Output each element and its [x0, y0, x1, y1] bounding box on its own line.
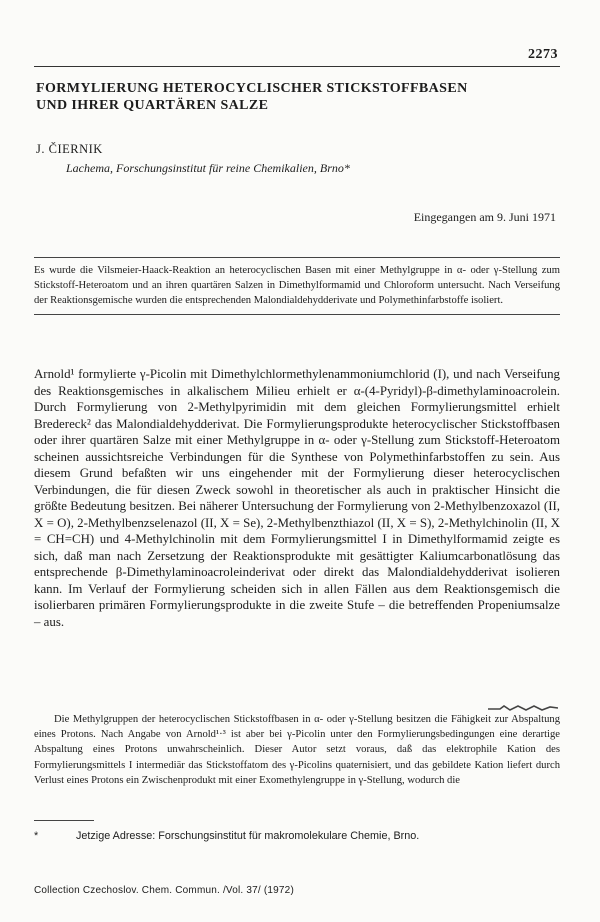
abstract-text: Es wurde die Vilsmeier-Haack-Reaktion an heterocyclischen Basen mit einer Methylgruppe in α- oder γ-Stellung zum Stickstoff-Heteroatom und an ihren quartären Salzen in Dimethylformamid und Chloroform untersucht. Nach Verseifung der Reaktionsgemische wurden die entsprechenden Malondialdehydderivate und Polymethinfarbstoffe isoliert. — [34, 265, 560, 306]
footnote-text: Jetzige Adresse: Forschungsinstitut für makromolekulare Chemie, Brno. — [76, 830, 420, 842]
article-title — [36, 80, 556, 114]
footnote-mark: * — [34, 830, 39, 842]
abstract-box — [34, 257, 560, 315]
page-number: 2273 — [528, 47, 558, 62]
main-text — [34, 366, 560, 630]
author-affiliation: Lachema, Forschungsinstitut für reine Chemikalien, Brno* — [66, 161, 350, 175]
journal-citation: Collection Czechoslov. Chem. Commun. /Vol. 37/ (1972) — [34, 885, 294, 896]
body-paragraph-2: Die Methylgruppen der heterocyclischen Stickstoffbasen in α- oder γ-Stellung besitzen die Fähigkeit zur Abspaltung eines Protons. Nach Angabe von Arnold¹·³ ist aber bei γ-Picolin unter den Formylierungsbedingungen eine derartige Abspaltung eines Protons unwahrscheinlich. Dieser Autor setzt voraus, daß das elektrophile Kation des Formylierungsmittels I intermediär das Stickstoffatom des γ-Picolins quaternisiert, und das gebildete Kation liefert durch Verlust eines Protons ein Zwischenprodukt mit einer Exomethylengruppe in γ-Stellung, wodurch die — [34, 714, 560, 786]
received-date: Eingegangen am 9. Juni 1971 — [413, 210, 556, 224]
title-line-2: UND IHRER QUARTÄREN SALZE — [36, 98, 269, 113]
printer-squiggle-mark — [488, 704, 558, 712]
footnote — [34, 830, 419, 842]
title-line-1: FORMYLIERUNG HETEROCYCLISCHER STICKSTOFFBASEN — [36, 81, 468, 96]
footnote-rule — [34, 820, 94, 821]
header-rule — [34, 66, 560, 67]
body-paragraph-1: Arnold¹ formylierte γ-Picolin mit Dimethylchlormethylenammoniumchlorid (I), und nach Verseifung des Reaktionsgemisches in alkalischem Milieu erhielt er α-(4-Pyridyl)-β-dimethylaminoacrolein. Durch Formylierung von 2-Methylpyrimidin mit dem gleichen Formylierungsmittel erhielt Bredereck² das Malondialdehydderivat. Die Formylierungsprodukte heterocyclischer Stickstoffbasen oder ihrer quartären Salze mit einer Methylgruppe in α- oder γ-Stellung zum Stickstoff-Heteroatom scheinen aussichtsreiche Verbindungen für die Synthese von Polymethinfarbstoffen zu sein. Aus diesem Grund befaßten wir uns eingehender mit der Formylierung dieser heterocyclischen Verbindungen, die für diesen Zweck sowohl in theoretischer als auch in praktischer Hinsicht die größte Bedeutung besitzen. Bei näherer Untersuchung der Formylierung von 2-Methylbenzoxazol (II, X = O), 2-Methylbenzselenazol (II, X = Se), 2-Methylbenzthiazol (II, X = S), 2-Methylchinolin (II, X = CH=CH) und 4-Methylchinolin mit dem Formylierungsmittel I in Dimethylformamid zeigte es sich, daß man nach Zersetzung der Reaktionsprodukte mit gesättigter Kaliumcarbonatlösung das entsprechende β-Dimethylaminoacroleinderivat oder direkt das Malondialdehydderivat isolieren kann. Im Verlauf der Formylierung scheiden sich in allen Fällen aus dem Reaktionsgemisch die isolierbaren primären Formylierungsprodukte in die zweite Stufe – die betreffenden Propeniumsalze – aus. — [34, 367, 560, 629]
small-print-text — [34, 712, 560, 788]
author-name: J. ČIERNIK — [36, 142, 103, 156]
